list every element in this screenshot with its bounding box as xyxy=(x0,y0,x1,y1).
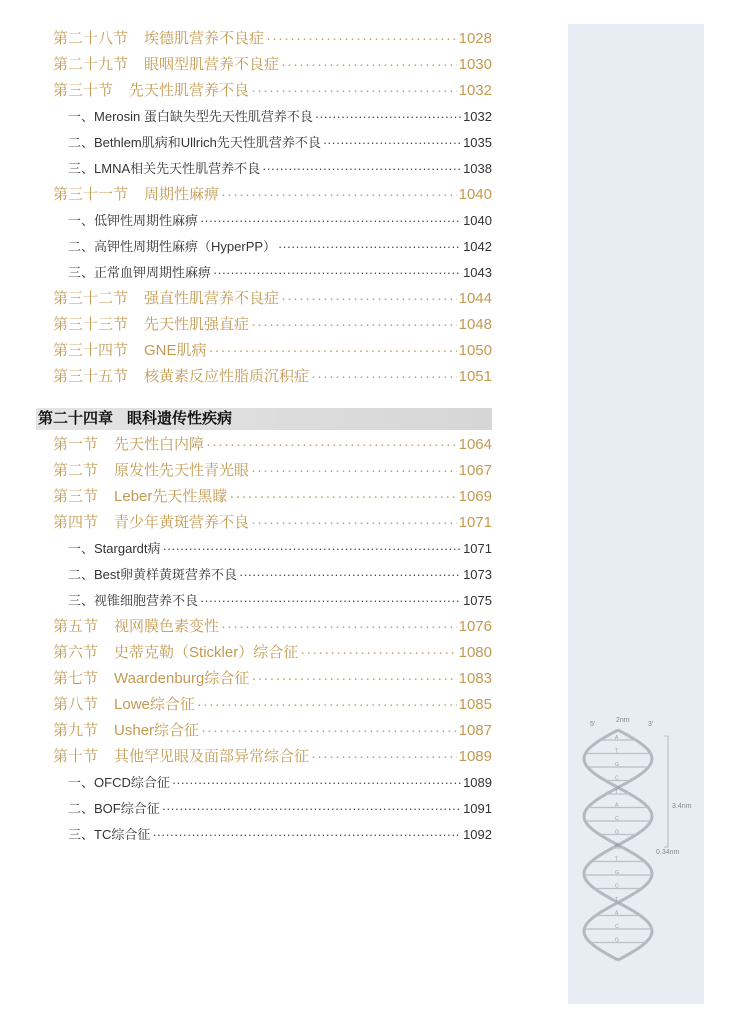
entry-title: Usher综合征 xyxy=(114,722,200,739)
leader-dots xyxy=(251,78,457,104)
entry-number: 一、 xyxy=(68,213,95,228)
entry-number: 第三十五节 xyxy=(53,368,129,385)
entry-page-number: 1040 xyxy=(458,186,492,203)
entry-number: 第三十节 xyxy=(53,82,114,99)
entry-number: 一、 xyxy=(68,541,95,556)
entry-page-number: 1064 xyxy=(458,436,492,453)
toc-subsection-entry[interactable] xyxy=(36,130,492,156)
entry-title: Best卵黄样黄斑营养不良 xyxy=(94,567,238,582)
entry-page-number: 1073 xyxy=(463,567,492,582)
entry-page-number: 1044 xyxy=(458,290,492,307)
entry-number: 三、 xyxy=(68,593,95,608)
toc-subsection-entry[interactable] xyxy=(36,588,492,614)
entry-page-number: 1076 xyxy=(458,618,492,635)
dna-base-letter: G xyxy=(615,829,619,836)
entry-page-number: 1050 xyxy=(458,342,492,359)
entry-title: 先天性肌强直症 xyxy=(144,316,250,333)
leader-dots xyxy=(262,156,461,182)
entry-number: 三、 xyxy=(68,265,95,280)
leader-dots xyxy=(152,822,461,848)
entry-title: 低钾性周期性麻痹 xyxy=(94,213,199,228)
entry-number: 三、 xyxy=(68,161,95,176)
entry-number: 一、 xyxy=(68,775,95,790)
leader-dots xyxy=(251,458,457,484)
entry-title: BOF综合征 xyxy=(94,801,160,816)
toc-section-entry[interactable] xyxy=(36,614,492,640)
leader-dots xyxy=(281,286,457,312)
toc-section-entry[interactable] xyxy=(36,52,492,78)
entry-page-number: 1040 xyxy=(463,213,492,228)
leader-dots xyxy=(197,692,457,718)
entry-title: Leber先天性黑矇 xyxy=(114,488,228,505)
entry-title: 视网膜色素变性 xyxy=(114,618,220,635)
entry-page-number: 1067 xyxy=(458,462,492,479)
entry-title: OFCD综合征 xyxy=(94,775,170,790)
entry-page-number: 1043 xyxy=(463,265,492,280)
toc-subsection-entry[interactable] xyxy=(36,536,492,562)
entry-number: 第七节 xyxy=(53,670,99,687)
entry-title: Waardenburg综合征 xyxy=(114,670,250,687)
decorative-sidebar xyxy=(568,24,704,1004)
toc-section-entry[interactable] xyxy=(36,666,492,692)
leader-dots xyxy=(163,536,462,562)
leader-dots xyxy=(200,588,461,614)
entry-page-number: 1032 xyxy=(463,109,492,124)
leader-dots xyxy=(251,312,457,338)
dna-base-letter: T xyxy=(615,789,619,795)
dna-base-letter: G xyxy=(615,762,619,768)
toc-section-entry[interactable] xyxy=(36,364,492,390)
entry-number: 一、 xyxy=(68,109,95,124)
dna-base-letter: G xyxy=(615,870,619,876)
entry-page-number: 1032 xyxy=(458,82,492,99)
entry-number: 第三十二节 xyxy=(53,290,129,307)
entry-number: 第三十三节 xyxy=(53,316,129,333)
leader-dots xyxy=(251,510,457,536)
dna-strands xyxy=(584,730,668,960)
toc-subsection-entry[interactable] xyxy=(36,234,492,260)
entry-title: 埃德肌营养不良症 xyxy=(144,30,265,47)
dna-pitch-label: 3.4nm xyxy=(672,803,692,810)
entry-number: 第三十一节 xyxy=(53,186,129,203)
dna-pitch-bracket xyxy=(664,736,668,847)
leader-dots xyxy=(206,432,457,458)
entry-page-number: 1071 xyxy=(463,541,492,556)
entry-title: Stargardt病 xyxy=(94,541,161,556)
entry-number: 第五节 xyxy=(53,618,99,635)
entry-title: 核黄素反应性脂质沉积症 xyxy=(144,368,310,385)
leader-dots xyxy=(201,718,457,744)
entry-page-number: 1075 xyxy=(463,593,492,608)
entry-title: 眼咽型肌营养不良症 xyxy=(144,56,280,73)
entry-title: 先天性白内障 xyxy=(114,436,205,453)
entry-title: Merosin 蛋白缺失型先天性肌营养不良 xyxy=(94,109,313,124)
leader-dots xyxy=(323,130,461,156)
toc-subsection-entry[interactable] xyxy=(36,796,492,822)
toc-subsection-entry[interactable] xyxy=(36,562,492,588)
entry-page-number: 1030 xyxy=(458,56,492,73)
toc-list-bottom xyxy=(36,432,492,848)
toc-section-entry[interactable] xyxy=(36,744,492,770)
dna-base-letter: A xyxy=(615,843,619,849)
leader-dots xyxy=(281,52,457,78)
toc-section-entry[interactable] xyxy=(36,338,492,364)
entry-title: 青少年黄斑营养不良 xyxy=(114,514,250,531)
leader-dots xyxy=(251,666,456,692)
dna-end-right-label: 3' xyxy=(648,721,654,728)
leader-dots xyxy=(311,364,457,390)
entry-page-number: 1051 xyxy=(458,368,492,385)
table-of-contents xyxy=(36,26,492,848)
toc-section-entry[interactable] xyxy=(36,78,492,104)
entry-number: 第三节 xyxy=(53,488,99,505)
entry-page-number: 1083 xyxy=(458,670,492,687)
entry-page-number: 1071 xyxy=(458,514,492,531)
leader-dots xyxy=(213,260,461,286)
entry-number: 第二节 xyxy=(53,462,99,479)
toc-section-entry[interactable] xyxy=(36,458,492,484)
entry-page-number: 1089 xyxy=(463,775,492,790)
toc-section-entry[interactable] xyxy=(36,286,492,312)
entry-number: 二、 xyxy=(68,567,95,582)
dna-base-letter: T xyxy=(615,897,619,903)
dna-base-letter: T xyxy=(615,856,619,863)
leader-dots xyxy=(221,614,457,640)
toc-subsection-entry[interactable] xyxy=(36,156,492,182)
leader-dots xyxy=(278,234,461,260)
dna-base-letter: T xyxy=(615,748,619,755)
entry-number: 第二十九节 xyxy=(53,56,129,73)
entry-page-number: 1085 xyxy=(458,696,492,713)
leader-dots xyxy=(200,208,461,234)
entry-page-number: 1080 xyxy=(458,644,492,661)
toc-subsection-entry[interactable] xyxy=(36,822,492,848)
entry-number: 第二十八节 xyxy=(53,30,129,47)
entry-title: 强直性肌营养不良症 xyxy=(144,290,280,307)
toc-section-entry[interactable] xyxy=(36,432,492,458)
dna-base-letter: A xyxy=(615,910,619,917)
entry-number: 第一节 xyxy=(53,436,99,453)
leader-dots xyxy=(229,484,456,510)
chapter-heading[interactable] xyxy=(36,408,492,430)
dna-helix-figure xyxy=(568,712,704,972)
toc-subsection-entry[interactable] xyxy=(36,104,492,130)
entry-number: 第八节 xyxy=(53,696,99,713)
dna-base-letter: C xyxy=(615,775,619,782)
entry-page-number: 1038 xyxy=(463,161,492,176)
dna-rise-label: 0.34nm xyxy=(656,849,680,856)
entry-title: 原发性先天性青光眼 xyxy=(114,462,250,479)
chapter-number: 第二十四章 xyxy=(38,411,114,427)
leader-dots xyxy=(239,562,461,588)
entry-number: 三、 xyxy=(68,827,95,842)
toc-section-entry[interactable] xyxy=(36,182,492,208)
dna-base-letter: C xyxy=(615,816,619,822)
entry-number: 第十节 xyxy=(53,748,99,765)
entry-title: 正常血钾周期性麻痹 xyxy=(94,265,212,280)
entry-title: 史蒂克勒（Stickler）综合征 xyxy=(114,644,299,661)
toc-list-top xyxy=(36,26,492,390)
entry-title: 视锥细胞营养不良 xyxy=(94,593,199,608)
dna-base-letter: G xyxy=(615,937,619,944)
entry-title: TC综合征 xyxy=(94,827,151,842)
leader-dots xyxy=(209,338,457,364)
entry-number: 二、 xyxy=(68,135,95,150)
toc-section-entry[interactable] xyxy=(36,312,492,338)
entry-title: LMNA相关先天性肌营养不良 xyxy=(94,161,261,176)
entry-number: 二、 xyxy=(68,239,95,254)
entry-number: 二、 xyxy=(68,801,95,816)
entry-page-number: 1042 xyxy=(463,239,492,254)
toc-section-entry[interactable] xyxy=(36,640,492,666)
entry-page-number: 1048 xyxy=(458,316,492,333)
toc-section-entry[interactable] xyxy=(36,26,492,52)
toc-section-entry[interactable] xyxy=(36,692,492,718)
leader-dots xyxy=(315,104,461,130)
leader-dots xyxy=(300,640,456,666)
leader-dots xyxy=(266,26,457,52)
entry-title: Bethlem肌病和Ullrich先天性肌营养不良 xyxy=(94,135,321,150)
dna-base-letter: C xyxy=(615,924,619,930)
entry-page-number: 1091 xyxy=(463,801,492,816)
leader-dots xyxy=(172,770,461,796)
entry-page-number: 1069 xyxy=(458,488,492,505)
dna-base-letter: A xyxy=(615,735,619,741)
entry-title: 周期性麻痹 xyxy=(144,186,220,203)
entry-title: Lowe综合征 xyxy=(114,696,195,713)
dna-end-left-label: 5' xyxy=(590,721,596,728)
entry-page-number: 1028 xyxy=(458,30,492,47)
toc-subsection-entry[interactable] xyxy=(36,260,492,286)
entry-page-number: 1092 xyxy=(463,827,492,842)
dna-base-letter: A xyxy=(615,802,619,809)
entry-number: 第六节 xyxy=(53,644,99,661)
entry-page-number: 1089 xyxy=(458,748,492,765)
entry-title: 先天性肌营养不良 xyxy=(129,82,250,99)
leader-dots xyxy=(221,182,457,208)
entry-title: GNE肌病 xyxy=(144,342,207,359)
entry-number: 第九节 xyxy=(53,722,99,739)
toc-subsection-entry[interactable] xyxy=(36,770,492,796)
entry-number: 第三十四节 xyxy=(53,342,129,359)
entry-number: 第四节 xyxy=(53,514,99,531)
entry-page-number: 1087 xyxy=(458,722,492,739)
entry-title: 其他罕见眼及面部异常综合征 xyxy=(114,748,310,765)
leader-dots xyxy=(162,796,461,822)
dna-base-letter: C xyxy=(615,883,619,890)
toc-section-entry[interactable] xyxy=(36,718,492,744)
toc-section-entry[interactable] xyxy=(36,510,492,536)
dna-width-label: 2nm xyxy=(616,717,630,724)
entry-page-number: 1035 xyxy=(463,135,492,150)
entry-title: 高钾性周期性麻痹（HyperPP） xyxy=(94,239,277,254)
leader-dots xyxy=(311,744,457,770)
chapter-title: 眼科遗传性疾病 xyxy=(127,411,233,427)
toc-subsection-entry[interactable] xyxy=(36,208,492,234)
toc-section-entry[interactable] xyxy=(36,484,492,510)
